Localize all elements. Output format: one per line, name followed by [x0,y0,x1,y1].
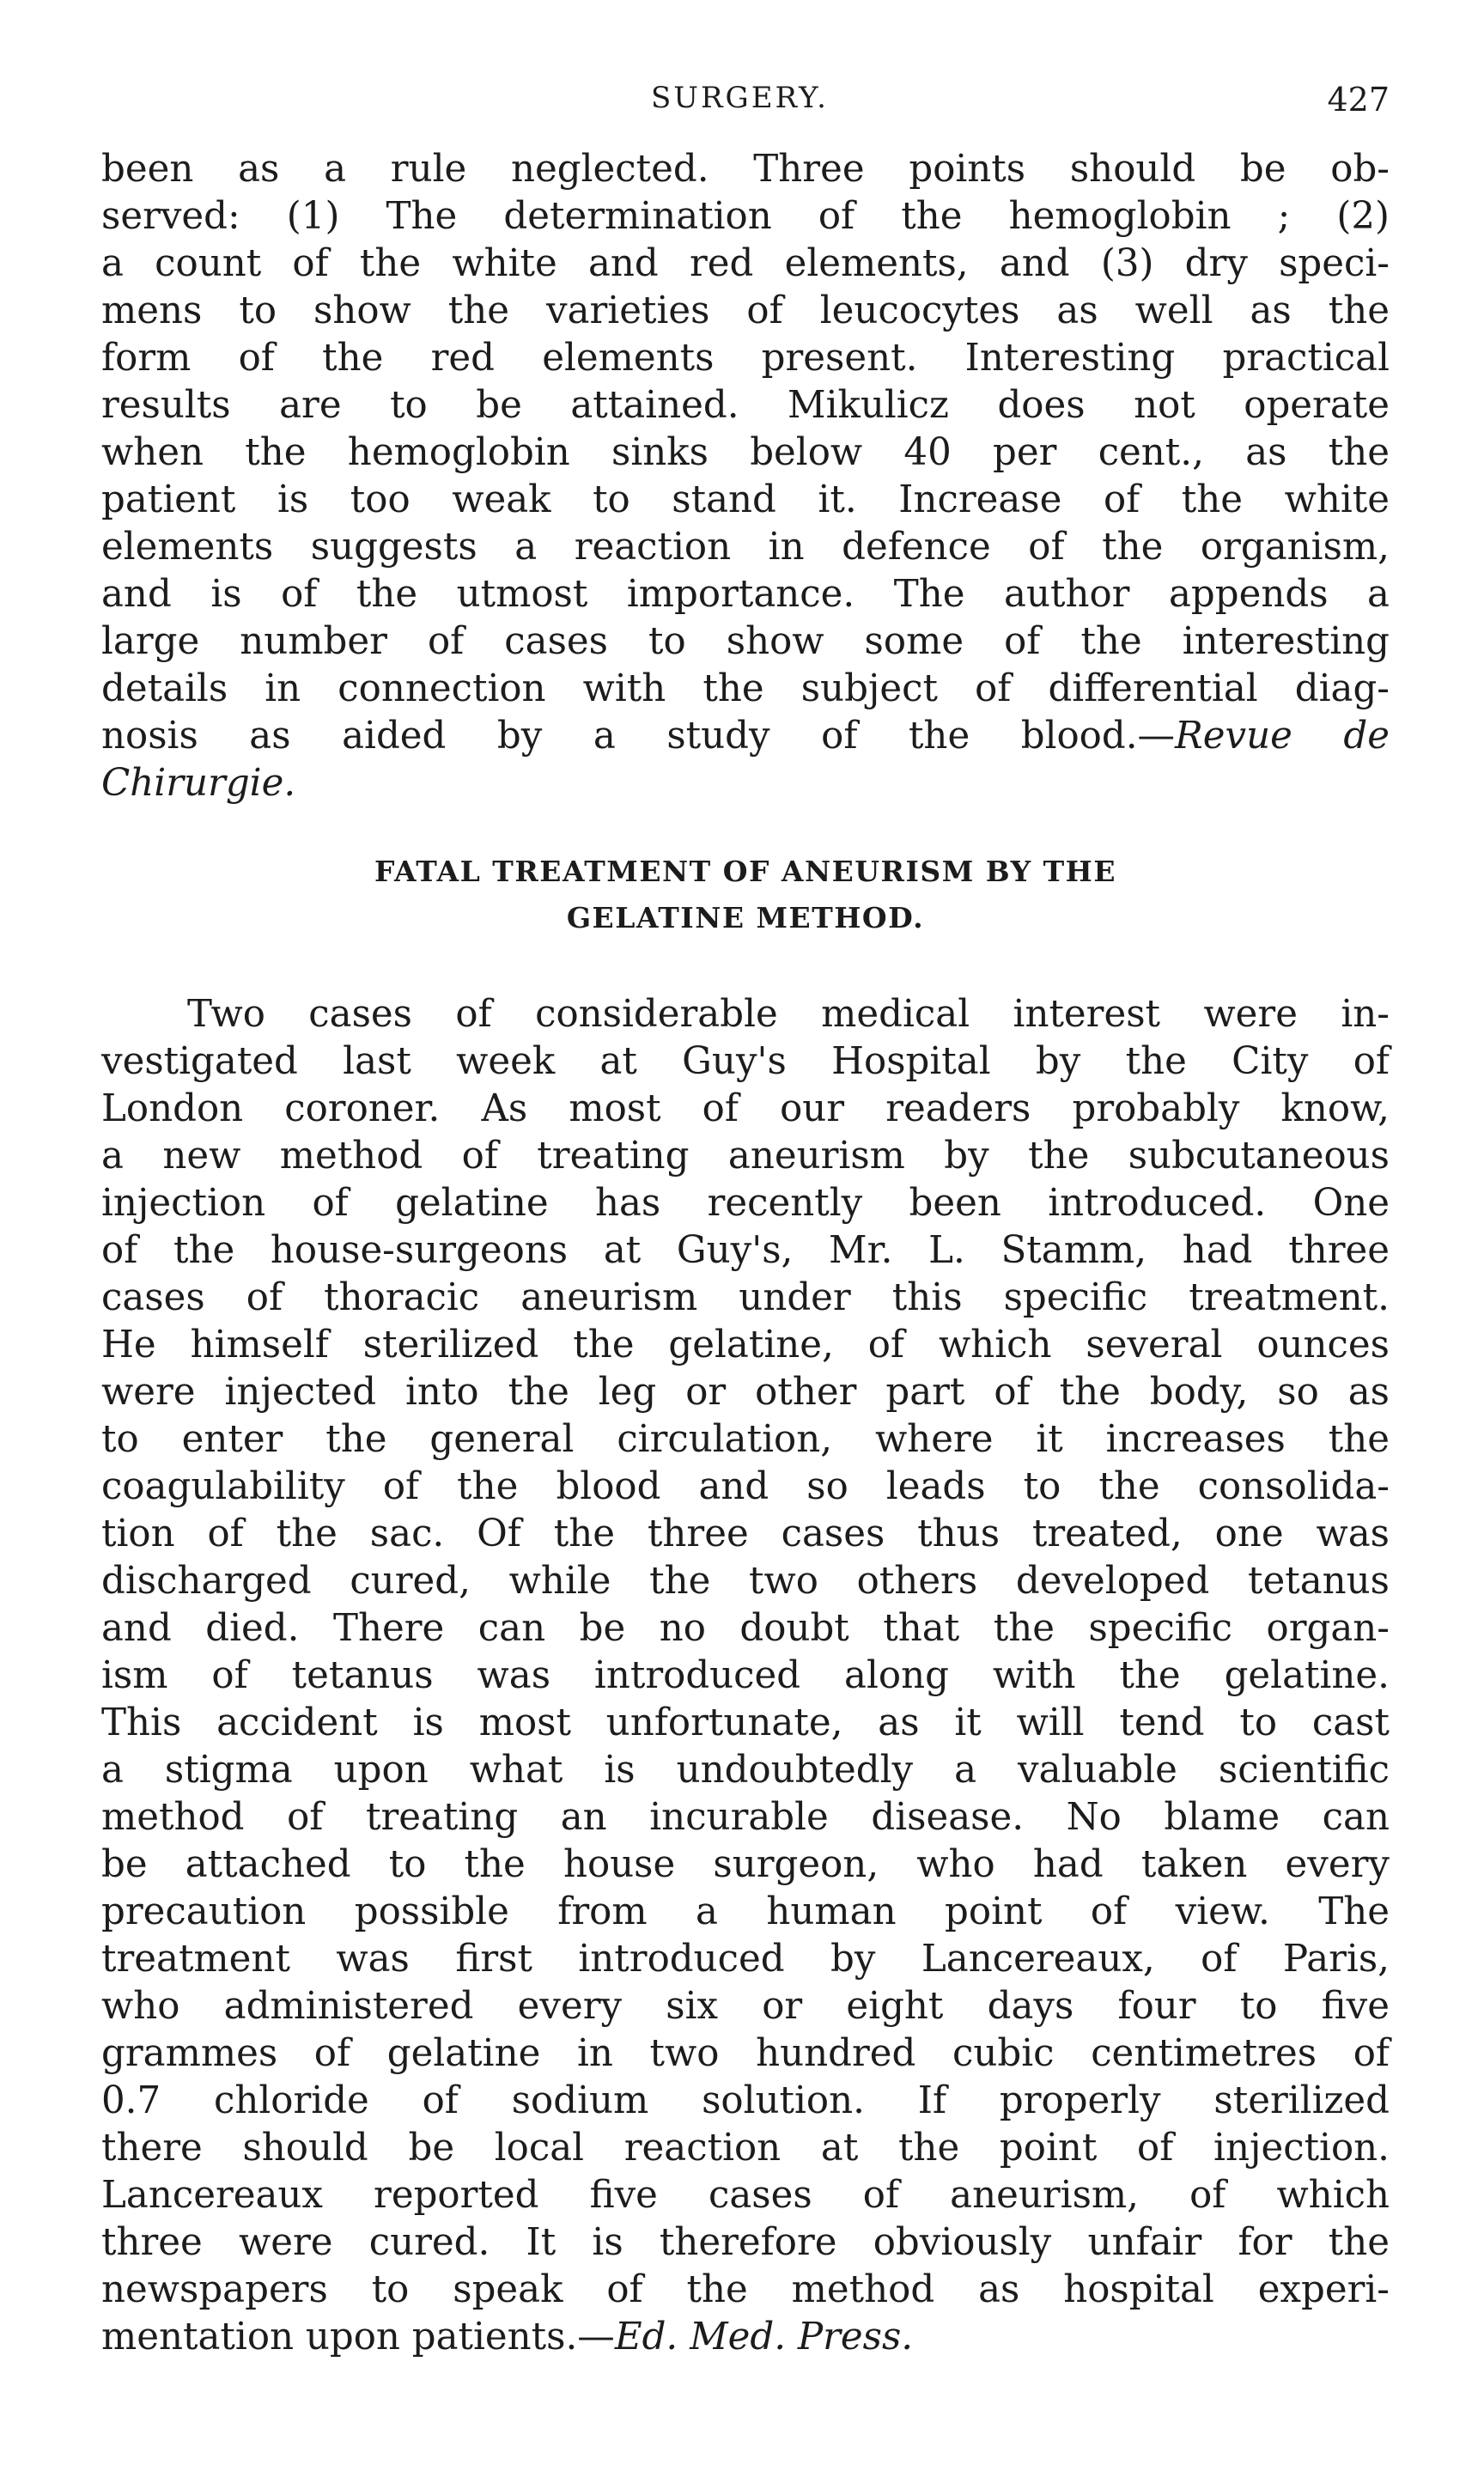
text-line [101,713,1390,760]
text-line: of the house-surgeons at Guy's, Mr. L. Stamm, had three [101,1229,1390,1272]
paragraph-hemoglobin [101,146,1390,807]
page-number: 427 [1327,81,1390,119]
text-line: three were cured. It is therefore obviously unfair for the [101,2221,1390,2264]
text-line: tion of the sac. Of the three cases thus treated, one was [101,1512,1390,1555]
heading-line-1: FATAL TREATMENT OF ANEURISM BY THE [374,855,1117,888]
text-line: grammes of gelatine in two hundred cubic centimetres of [101,2032,1390,2075]
paragraph-aneurism [101,991,1390,2361]
text-line: precaution possible from a human point of view. The [101,1890,1390,1933]
text-line: patient is too weak to stand it. Increase of the white [101,478,1390,521]
text-line: treatment was first introduced by Lancereaux, of Paris, [101,1938,1390,1981]
text-line: served: (1) The determination of the hemoglobin ; (2) [101,195,1390,238]
text-line: vestigated last week at Guy's Hospital by the City of [101,1040,1390,1083]
text-line: cases of thoracic aneurism under this specific treatment. [101,1276,1390,1319]
text-line: who administered every six or eight days four to five [101,1985,1390,2028]
text-line: method of treating an incurable disease. No blame can [101,1796,1390,1839]
text-line: there should be local reaction at the point of injection. [101,2127,1390,2170]
text-line: to enter the general circulation, where it increases the [101,1418,1390,1461]
text-line: London coroner. As most of our readers probably know, [101,1087,1390,1130]
text-line: This accident is most unfortunate, as it will tend to cast [101,1701,1390,1744]
text-line: a count of the white and red elements, and (3) dry speci- [101,242,1390,285]
text-line: coagulability of the blood and so leads to the consolida- [101,1465,1390,1508]
text-line: mens to show the varieties of leucocytes as well as the [101,289,1390,332]
text-line: form of the red elements present. Interesting practical [101,337,1390,380]
text-line: details in connection with the subject of differential diag- [101,667,1390,710]
heading-line-2: GELATINE METHOD. [566,901,925,934]
text-line [101,2314,1390,2361]
text-line: ism of tetanus was introduced along with the gelatine. [101,1654,1390,1697]
text-fragment: nosis as aided by a study of the blood.— [101,715,1176,758]
text-line: when the hemoglobin sinks below 40 per cent., as the [101,431,1390,474]
text-line: newspapers to speak of the method as hospital experi- [101,2268,1390,2311]
text-line: injection of gelatine has recently been introduced. One [101,1182,1390,1225]
running-head [101,77,1390,129]
text-line: and died. There can be no doubt that the specific organ- [101,1607,1390,1650]
text-line: Lancereaux reported five cases of aneurism, of which [101,2174,1390,2217]
text-line: and is of the utmost importance. The author appends a [101,573,1390,616]
text-line: He himself sterilized the gelatine, of which several ounces [101,1324,1390,1366]
text-line: were injected into the leg or other part of the body, so as [101,1371,1390,1414]
text-line: large number of cases to show some of the interesting [101,620,1390,663]
source-citation: Ed. Med. Press. [614,2316,914,2358]
text-line: be attached to the house surgeon, who had taken every [101,1843,1390,1886]
page [101,77,1390,2361]
text-line: elements suggests a reaction in defence of the organism, [101,526,1390,569]
text-line: discharged cured, while the two others developed tetanus [101,1560,1390,1603]
running-title: SURGERY. [651,81,829,115]
source-citation-continued: Chirurgie. [101,762,296,805]
source-citation: Revue de [1175,715,1390,758]
text-line: been as a rule neglected. Three points should be ob- [101,148,1390,191]
text-line: Two cases of considerable medical interest were in- [187,993,1390,1036]
article-heading [101,849,1390,941]
text-line: 0.7 chloride of sodium solution. If properly sterilized [101,2079,1390,2122]
text-line: a new method of treating aneurism by the subcutaneous [101,1135,1390,1178]
text-line: results are to be attained. Mikulicz does not operate [101,384,1390,427]
text-line: a stigma upon what is undoubtedly a valuable scientific [101,1749,1390,1792]
text-fragment: mentation upon patients.— [101,2316,615,2358]
